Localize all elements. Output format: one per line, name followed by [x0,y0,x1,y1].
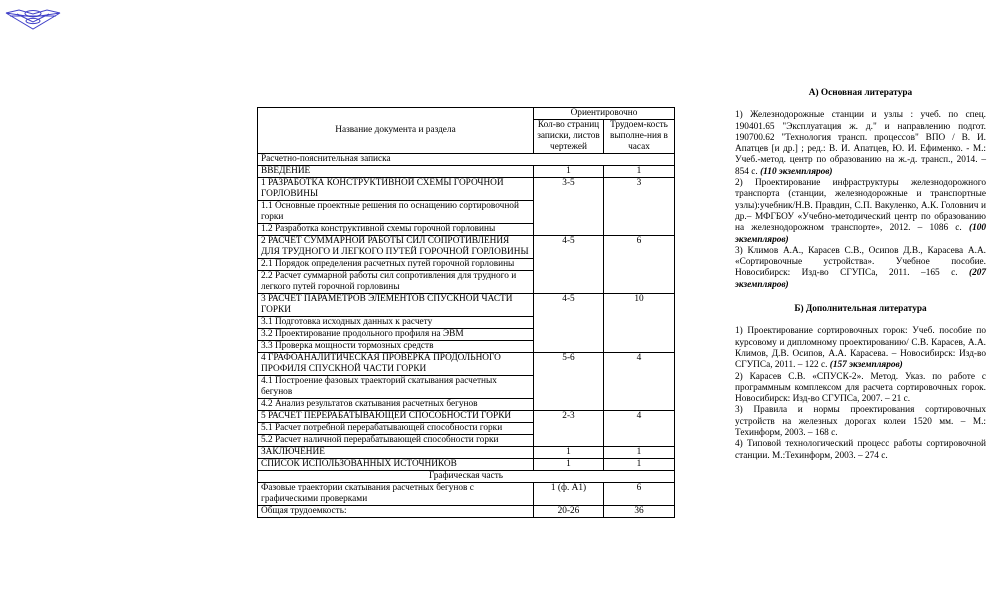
table-row [258,236,675,259]
hours-value: 3 [604,178,675,236]
hours-value: 4 [604,353,675,411]
main-literature-heading: А) Основная литература [808,88,913,98]
table-row [258,353,675,376]
doc-subsection-name: 1.2 Разработка конструктивной схемы горочной горловины [258,224,534,236]
hours-value: 10 [604,294,675,353]
copies-count: (100 экземпляров) [735,223,987,245]
hours-value: 4 [604,411,675,447]
pages-value: 1 (ф. А1) [534,483,604,506]
literature-item [735,178,986,246]
doc-section-name: 2 РАСЧЕТ СУММАРНОЙ РАБОТЫ СИЛ СОПРОТИВЛЕНИЯ ДЛЯ ТРУДНОГО И ЛЕГКОГО ПУТЕЙ ГОРОЧНОЙ ГОРЛОВИНЫ [258,236,534,259]
part-title: Расчетно-пояснительная записка [258,154,675,166]
table-row [258,178,675,201]
university-emblem-logo [4,8,62,32]
literature-item-text: 2) Проектирование инфраструктуры железнодорожного транспорта (станции, железнодорожные и транспортные узлы):учебник/Н.В. Правдин, С.П. Вакуленко, А.К. Головнич и др.– МФГБОУ «Учебно-методический центр по образованию на железнодорожном транспорте», 2012. – 1086 с. [735,178,986,234]
doc-section-name: Фазовые траектории скатывания расчетных бегунов с графическими проверками [258,483,534,506]
doc-subsection-name: 5.2 Расчет наличной перерабатывающей способности горки [258,435,534,447]
doc-subsection-name: 2.1 Порядок определения расчетных путей горочной горловины [258,259,534,271]
hours-value: 1 [604,459,675,471]
literature-item-text: 4) Типовой технологический процесс работы сортировочной станции. М.:Техинформ, 2003. – 274 с. [735,439,986,461]
table-row [258,483,675,506]
literature-item-text: 2) Карасев С.В. «СПУСК-2». Метод. Указ. по работе с программным комплексом для расчета сортировочных горок. Новосибирск: Изд-во СГУПСа, 2007. – 21 с. [735,371,986,405]
literature-item [735,405,986,439]
total-pages-value: 20-26 [534,506,604,518]
doc-section-name: ЗАКЛЮЧЕНИЕ [258,447,534,459]
literature-item [735,326,986,371]
table-row [258,471,675,483]
table-row [258,411,675,423]
doc-subsection-name: 3.2 Проектирование продольного профиля на ЭВМ [258,329,534,341]
literature-item [735,246,986,291]
table-row [258,447,675,459]
doc-section-name: 3 РАСЧЕТ ПАРАМЕТРОВ ЭЛЕМЕНТОВ СПУСКНОЙ ЧАСТИ ГОРКИ [258,294,534,317]
doc-section-name: 4 ГРАФОАНАЛИТИЧЕСКАЯ ПРОВЕРКА ПРОДОЛЬНОГО ПРОФИЛЯ СПУСКНОЙ ЧАСТИ ГОРКИ [258,353,534,376]
hours-value: 6 [604,236,675,294]
doc-section-name: СПИСОК ИСПОЛЬЗОВАННЫХ ИСТОЧНИКОВ [258,459,534,471]
table-row [258,154,675,166]
table-header-row [258,108,675,120]
column-header-group: Ориентировочно [534,108,675,120]
literature-item-text: 3) Климов А.А., Карасев С.В., Осипов Д.В., Карасева А.А. «Сортировочные устройства». Учебное пособие. Новосибирск: Изд-во СГУПСа, 2011. –165 с. [735,245,986,279]
doc-subsection-name: 3.1 Подготовка исходных данных к расчету [258,317,534,329]
doc-subsection-name: 4.1 Построение фазовых траекторий скатывания расчетных бегунов [258,376,534,399]
coursework-structure-table [257,107,675,518]
pages-value: 5-6 [534,353,604,411]
pages-value: 1 [534,166,604,178]
literature-item-text: 3) Правила и нормы проектирования сортировочных устройств на железных дорогах колеи 1520 мм. – М.: Техинформ, 2003. – 168 с. [735,405,986,439]
doc-subsection-name: 1.1 Основные проектные решения по оснащению сортировочной горки [258,201,534,224]
copies-count: (157 экземпляров) [829,360,903,371]
literature-item-text: 1) Проектирование сортировочных горок: Учеб. пособие по курсовому и дипломному проектированию/ С.В. Карасев, А.А. Климов, Д.В. Осипов, А.А. Карасева. – Новосибирск: Изд-во СГУПСа, 2011. – 122 с. [735,326,986,371]
doc-subsection-name: 4.2 Анализ результатов скатывания расчетных бегунов [258,399,534,411]
literature-item [735,110,986,178]
column-header-name: Название документа и раздела [258,108,534,154]
pages-value: 1 [534,447,604,459]
column-header-hours: Трудоем-кость выполне-ния в часах [604,120,675,154]
column-header-pages: Кол-во страниц записки, листов чертежей [534,120,604,154]
total-label: Общая трудоемкость: [258,506,534,518]
hours-value: 6 [604,483,675,506]
doc-section-name: 5 РАСЧЕТ ПЕРЕРАБАТЫВАЮЩЕЙ СПОСОБНОСТИ ГОРКИ [258,411,534,423]
total-hours-value: 36 [604,506,675,518]
table-row [258,166,675,178]
pages-value: 4-5 [534,294,604,353]
copies-count: (207 экземпляров) [735,268,987,290]
doc-subsection-name: 3.3 Проверка мощности тормозных средств [258,341,534,353]
hours-value: 1 [604,447,675,459]
literature-item-text: 1) Железнодорожные станции и узлы : учеб. по спец. 190401.65 "Эксплуатация ж. д." и направлению подгот. 190700.62 "Технология трансп. процессов" ВПО / В. И. Апатцев [и др.] ; ред.: В. И. Апатцев, Ю. И. Ефименко. - М.: Учеб.-метод. центр по образованию на ж.-д. трансп., 2014. – 854 с. [735,110,986,177]
literature-item [735,439,986,462]
doc-subsection-name: 5.1 Расчет потребной перерабатывающей способности горки [258,423,534,435]
pages-value: 4-5 [534,236,604,294]
pages-value: 2-3 [534,411,604,447]
literature-item [735,372,986,406]
table-row [258,459,675,471]
additional-literature-heading: Б) Дополнительная литература [794,304,927,315]
pages-value: 1 [534,459,604,471]
table-row [258,294,675,317]
doc-section-name: ВВЕДЕНИЕ [258,166,534,178]
hours-value: 1 [604,166,675,178]
copies-count: (110 экземпляров) [760,166,833,177]
doc-subsection-name: 2.2 Расчет суммарной работы сил сопротивления для трудного и легкого путей горочной горловины [258,271,534,294]
literature-column [735,88,986,462]
pages-value: 3-5 [534,178,604,236]
doc-section-name: 1 РАЗРАБОТКА КОНСТРУКТИВНОЙ СХЕМЫ ГОРОЧНОЙ ГОРЛОВИНЫ [258,178,534,201]
table-row [258,506,675,518]
part-title: Графическая часть [258,471,675,483]
